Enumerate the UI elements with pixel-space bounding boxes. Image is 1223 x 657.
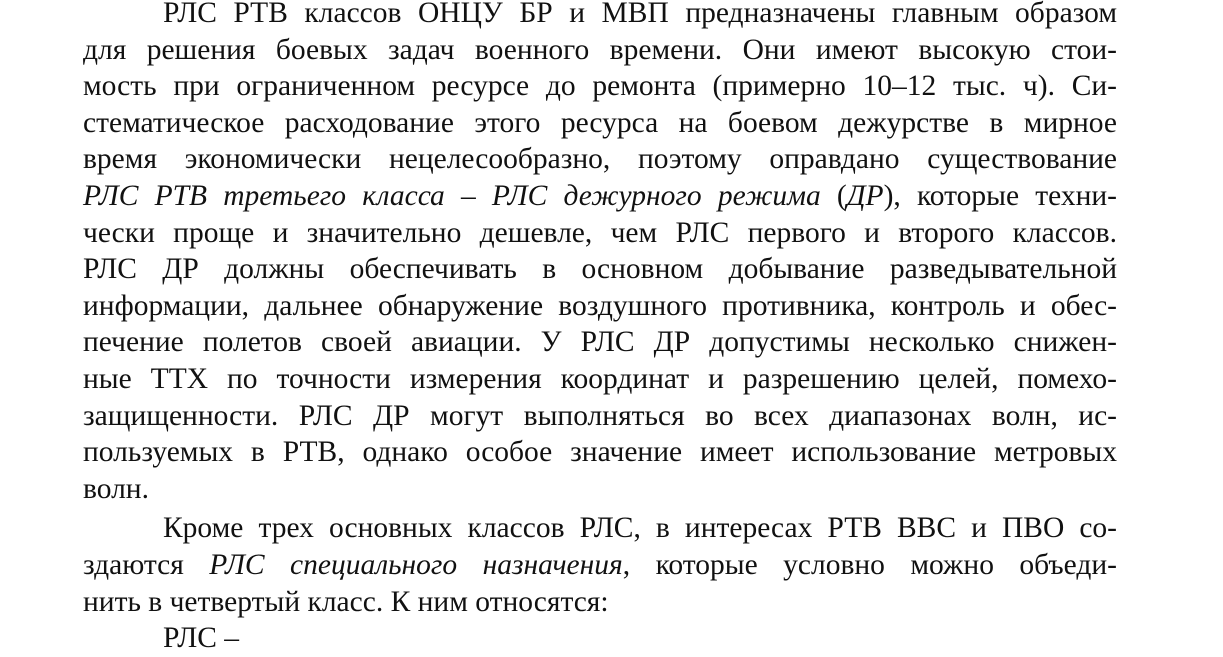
text-line: защищенности. РЛС ДР могут выполняться во всех диапазонах волн, ис- [83, 399, 1117, 432]
text-line: печение полетов своей авиации. У РЛС ДР допустимы несколько снижен- [83, 326, 1117, 359]
text-line: мость при ограниченном ресурсе до ремонта (примерно 10–12 тыс. ч). Си- [83, 70, 1117, 103]
text-fragment: здаются [83, 548, 210, 581]
text-line [83, 547, 1117, 584]
paragraph-3 [83, 620, 1117, 655]
paragraph-2 [83, 510, 1117, 620]
text-line [83, 178, 1117, 215]
text-line: для решения боевых задач военного времени. Они имеют высокую стои- [83, 33, 1117, 66]
italic-term: РЛС специального назначения [209, 548, 623, 581]
text-line: чески проще и значительно дешевле, чем РЛС первого и второго классов. [83, 216, 1117, 249]
text-line-cut-off: РЛС – [163, 622, 239, 655]
text-line: стематическое расходование этого ресурса на боевом дежурстве в мирное [83, 106, 1117, 139]
text-line: волн. [83, 472, 149, 505]
italic-abbreviation: ДР [846, 179, 884, 212]
text-line: время экономически нецелесообразно, поэтому оправдано существование [83, 143, 1117, 176]
document-page [83, 0, 1118, 655]
italic-term: РЛС РТВ третьего класса – РЛС дежурного режима [83, 179, 821, 212]
text-fragment: ( [820, 179, 847, 212]
text-line: РЛС РТВ классов ОНЦУ БР и МВП предназначены главным образом [163, 0, 1117, 29]
text-line: Кроме трех основных классов РЛС, в интересах РТВ ВВС и ПВО со- [163, 512, 1117, 545]
text-fragment: ), которые техни- [883, 179, 1118, 212]
text-line: РЛС ДР должны обеспечивать в основном добывание разведывательной [83, 253, 1117, 286]
paragraph-1 [83, 0, 1117, 507]
text-line: информации, дальнее обнаружение воздушного противника, контроль и обес- [83, 289, 1117, 322]
text-line: нить в четвертый класс. К ним относятся: [83, 585, 609, 618]
text-line: ные ТТХ по точности измерения координат и разрешению целей, помехо- [83, 362, 1117, 395]
text-fragment: , которые условно можно объеди- [622, 548, 1117, 581]
text-line: пользуемых в РТВ, однако особое значение имеет использование метровых [83, 436, 1117, 469]
